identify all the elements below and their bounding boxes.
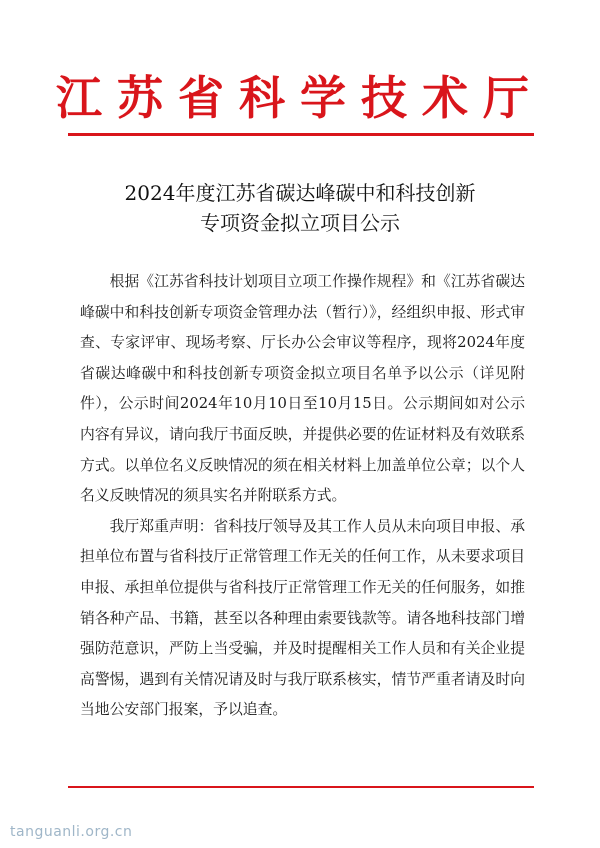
body-paragraph-declaration: 我厅郑重声明：省科技厅领导及其工作人员从未向项目申报、承担单位布置与省科技厅正常管理工作无关的任何工作，从未要求项目申报、承担单位提供与省科技厅正常管理工作无关的任何服务，如推销各种产品、书籍，甚至以各种理由索要钱款等。请各地科技部门增强防范意识，严防上当受骗，并及时提醒相关工作人员和有关企业提高警惕，遇到有关情况请及时与我厅联系核实，情节严重者请及时向当地公安部门报案，予以追查。 bbox=[80, 517, 525, 719]
agency-name-heading: 江苏省科学技术厅 bbox=[56, 71, 544, 125]
document-title-line-1: 2024年度江苏省碳达峰碳中和科技创新 bbox=[124, 181, 476, 205]
bottom-red-rule bbox=[68, 786, 534, 788]
document-body bbox=[80, 267, 525, 726]
document-title bbox=[0, 178, 600, 238]
body-paragraph-announcement: 根据《江苏省科技计划项目立项工作操作规程》和《江苏省碳达峰碳中和科技创新专项资金管理办法（暂行）》，经组织申报、形式审查、专家评审、现场考察、厅长办公会审议等程序，现将2024年度省碳达峰碳中和科技创新专项资金拟立项目名单予以公示（详见附件），公示时间2024年10月10日至10月15日。公示期间如对公示内容有异议，请向我厅书面反映，并提供必要的佐证材料及有效联系方式。以单位名义反映情况的须在相关材料上加盖单位公章；以个人名义反映情况的须具实名并附联系方式。 bbox=[80, 273, 525, 505]
top-red-rule bbox=[68, 133, 534, 136]
document-title-line-2: 专项资金拟立项目公示 bbox=[200, 211, 400, 235]
site-watermark: tanguanli.org.cn bbox=[10, 824, 133, 840]
